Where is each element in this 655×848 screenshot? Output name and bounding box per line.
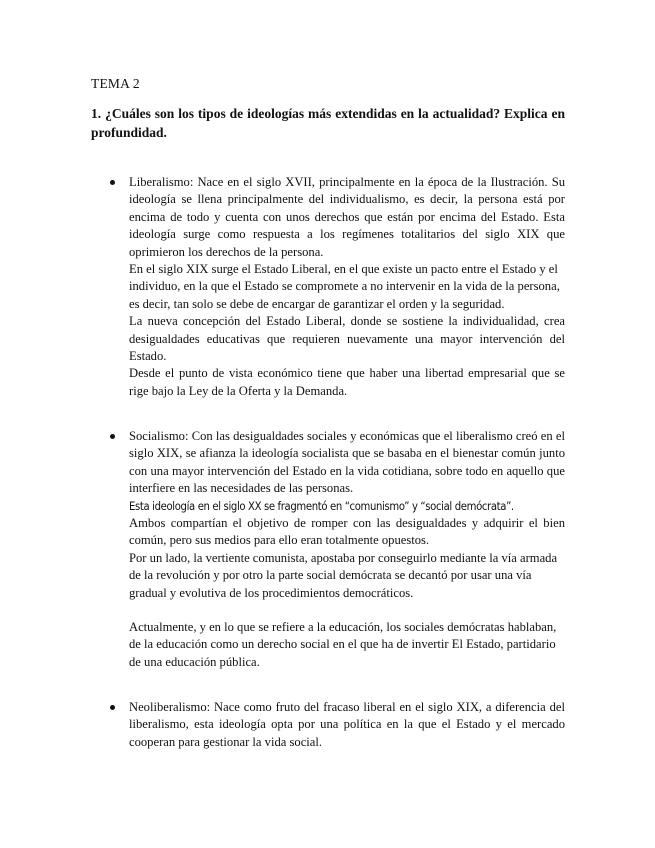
paragraph: Esta ideología en el siglo XX se fragmentó en “comunismo” y “social demócrata”.: [129, 499, 514, 513]
paragraph: Desde el punto de vista económico tiene que haber una libertad empresarial que se rige bajo la Ley de la Oferta y la Demanda.: [129, 366, 565, 398]
paragraph: Neoliberalismo: Nace como fruto del fracaso liberal en el siglo XIX, a diferencia del liberalismo, esta ideología opta por una política en la que el Estado y el mercado cooperan para gestionar la vida social.: [129, 700, 565, 749]
paragraph: Actualmente, y en lo que se refiere a la educación, los sociales demócratas hablaban, de la educación como un derecho social en el que ha de invertir El Estado, partidario de una educación pública.: [129, 620, 557, 669]
paragraph: En el siglo XIX surge el Estado Liberal, en el que existe un pacto entre el Estado y el individuo, en la que el Estado se compromete a no intervenir en la vida de la persona, es decir, tan solo se debe de encargar de garantizar el orden y la seguridad.: [129, 262, 560, 311]
section-heading: TEMA 2: [91, 76, 140, 91]
list-item-body: [129, 428, 565, 671]
paragraph: Liberalismo: Nace en el siglo XVII, principalmente en la época de la Ilustración. Su ideología se llena principalmente del individualismo, es decir, la persona está por encima de todo y cuenta con unos derechos que están por encima del Estado. Esta ideología surge como respuesta a los regímenes totalitarios del siglo XIX que oprimieron los derechos de la persona.: [129, 175, 565, 259]
list-item-body: [129, 699, 565, 751]
bullet-icon: [110, 180, 115, 185]
list-item-neoliberalismo: [91, 699, 565, 751]
paragraph: Socialismo: Con las desigualdades sociales y económicas que el liberalismo creó en el siglo XIX, se afianza la ideología socialista que se basaba en el bienestar común junto con una mayor intervención del Estado en la vida cotidiana, sobre todo en aquello que interfiere en las necesidades de las personas.: [129, 429, 565, 496]
paragraph: Por un lado, la vertiente comunista, apostaba por conseguirlo mediante la vía armada de la revolución y por otro la parte social demócrata se decantó por usar una vía gradual y evolutiva de los procedimientos democráticos.: [129, 550, 558, 600]
list-item-socialismo: [91, 428, 565, 671]
list-item-liberalismo: [91, 174, 565, 400]
bullet-icon: [110, 705, 115, 710]
list-item-body: [129, 174, 565, 400]
paragraph: Ambos compartían el objetivo de romper con las desigualdades y adquirir el bien común, pero sus medios para ello eran totalmente opuestos.: [129, 516, 565, 548]
paragraph: La nueva concepción del Estado Liberal, donde se sostiene la individualidad, crea desigualdades educativas que requieren nuevamente una mayor intervención del Estado.: [129, 314, 565, 364]
question-title: 1. ¿Cuáles son los tipos de ideologías más extendidas en la actualidad? Explica en profundidad.: [91, 106, 565, 140]
bullet-icon: [110, 434, 115, 439]
